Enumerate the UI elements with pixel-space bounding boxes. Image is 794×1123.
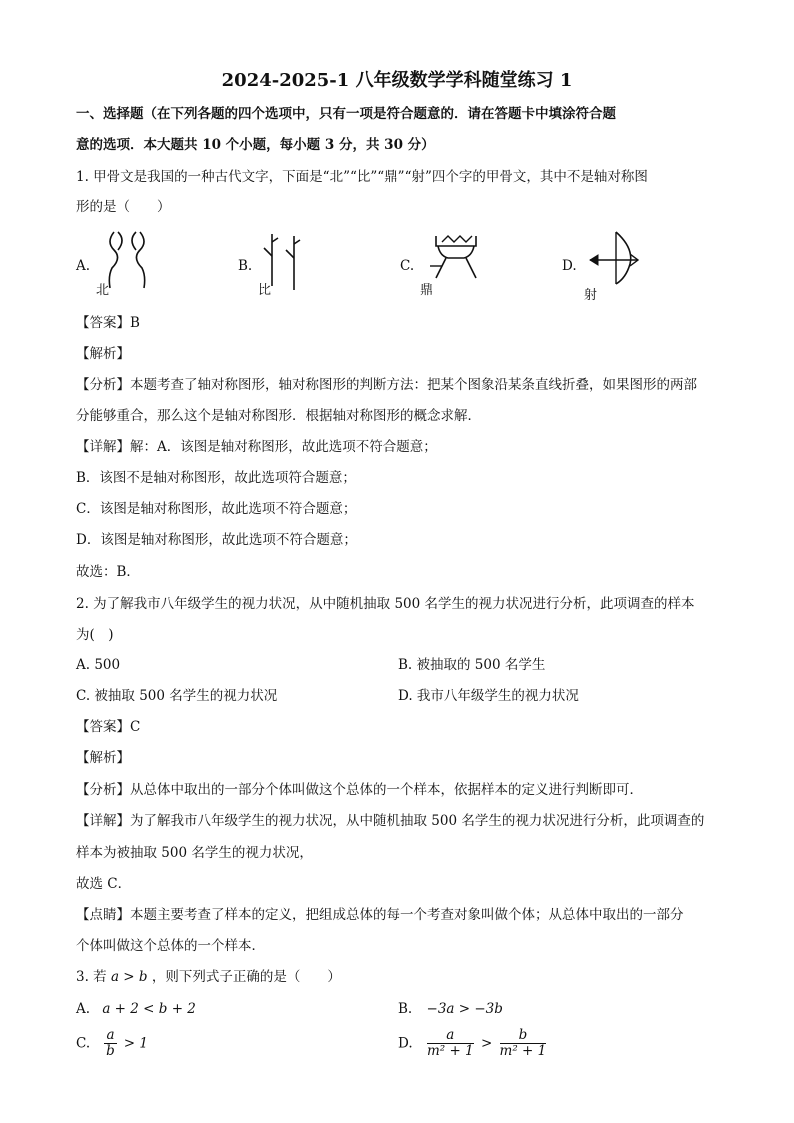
q3-option-a-expr: a + 2 < b + 2 bbox=[102, 1001, 196, 1017]
q3-stem-prefix: 3. 若 bbox=[76, 969, 107, 985]
q3-option-d-denominator-right: m² + 1 bbox=[499, 1043, 547, 1059]
q3-option-d-fraction-right bbox=[500, 1028, 547, 1059]
q1-option-b-caption: 比 bbox=[258, 283, 272, 298]
q1-stem-line-1: 1. 甲骨文是我国的一种古代文字，下面是“北”“比”“鼎”“射”四个字的甲骨文，其中不是轴对称图 bbox=[76, 169, 648, 185]
q3-option-a bbox=[76, 999, 196, 1019]
q3-option-a-label: A. bbox=[76, 1001, 91, 1017]
q2-comment-line-2: 个体叫做这个总体的一个样本． bbox=[76, 938, 265, 954]
q3-option-d-numerator-left: a bbox=[427, 1028, 474, 1044]
q3-option-c bbox=[76, 1028, 148, 1059]
q3-stem-suffix: ，则下列式子正确的是（ ） bbox=[151, 969, 341, 985]
q3-option-c-rest: > 1 bbox=[123, 1035, 148, 1052]
q2-detail-line-1: 【详解】为了解我市八年级学生的视力状况，从中随机抽取 500 名学生的视力状况进行分析，此项调查的 bbox=[76, 813, 705, 829]
q1-option-b-label: B. bbox=[238, 258, 253, 274]
q3-option-b-expr: −3a > −3b bbox=[426, 1001, 503, 1017]
oracle-ding-icon bbox=[428, 232, 484, 288]
q1-detail-a: 【详解】解：A．该图是轴对称图形，故此选项不符合题意； bbox=[76, 439, 437, 455]
q3-option-c-fraction bbox=[104, 1028, 116, 1059]
section-heading-line-1: 一、选择题（在下列各题的四个选项中，只有一项是符合题意的．请在答题卡中填涂符合题 bbox=[76, 106, 616, 122]
page-title: 2024-2025-1 八年级数学学科随堂练习 1 bbox=[221, 70, 573, 91]
q3-option-d-denominator-left: m² + 1 bbox=[426, 1043, 474, 1059]
q2-stem-line-2: 为( ) bbox=[76, 627, 114, 643]
q1-detail-d: D．该图是轴对称图形，故此选项不符合题意； bbox=[76, 532, 357, 548]
q1-option-c-label: C. bbox=[400, 258, 415, 274]
q3-option-b-label: B. bbox=[398, 1001, 413, 1017]
q3-option-c-label: C. bbox=[76, 1035, 91, 1052]
q3-option-d-numerator-right: b bbox=[500, 1028, 547, 1044]
q1-conclusion: 故选：B． bbox=[76, 564, 140, 580]
q3-option-d bbox=[398, 1028, 549, 1059]
q3-option-c-numerator: a bbox=[106, 1027, 115, 1043]
q3-option-b bbox=[398, 999, 503, 1019]
q2-option-d: D. 我市八年级学生的视力状况 bbox=[398, 688, 579, 704]
q1-option-c-caption: 鼎 bbox=[420, 283, 434, 298]
q1-detail-b: B．该图不是轴对称图形，故此选项符合题意； bbox=[76, 470, 356, 486]
q3-option-d-fraction-left bbox=[427, 1028, 474, 1059]
q2-comment-line-1: 【点睛】本题主要考查了样本的定义，把组成总体的每一个考查对象叫做个体；从总体中取出的一部分 bbox=[76, 907, 684, 923]
q1-answer: 【答案】B bbox=[76, 315, 140, 331]
q3-option-c-denominator: b bbox=[106, 1043, 115, 1059]
q2-answer: 【答案】C bbox=[76, 719, 141, 735]
q2-jiexi-heading: 【解析】 bbox=[76, 750, 130, 766]
q3-option-d-operator: > bbox=[480, 1035, 493, 1052]
q2-analysis: 【分析】从总体中取出的一部分个体叫做这个总体的一个样本，依据样本的定义进行判断即可． bbox=[76, 782, 643, 798]
q1-option-a-caption: 北 bbox=[96, 283, 110, 298]
q2-option-b: B. 被抽取的 500 名学生 bbox=[398, 657, 546, 673]
q1-option-a-label: A. bbox=[76, 258, 91, 274]
oracle-she-icon bbox=[586, 228, 642, 288]
q1-stem-line-2: 形的是（ ） bbox=[76, 199, 171, 215]
q2-option-c: C. 被抽取 500 名学生的视力状况 bbox=[76, 688, 278, 704]
q3-stem-condition: a > b bbox=[110, 969, 148, 985]
q1-detail-c: C．该图是轴对称图形，故此选项不符合题意； bbox=[76, 501, 357, 517]
q2-detail-line-2: 样本为被抽取 500 名学生的视力状况， bbox=[76, 845, 313, 861]
section-heading-line-2: 意的选项．本大题共 10 个小题，每小题 3 分，共 30 分） bbox=[76, 137, 435, 153]
q1-option-d-label: D. bbox=[562, 258, 577, 274]
q2-option-a: A. 500 bbox=[76, 657, 121, 673]
q1-option-d-caption: 射 bbox=[584, 288, 598, 303]
q3-stem bbox=[76, 967, 341, 987]
q2-stem-line-1: 2. 为了解我市八年级学生的视力状况，从中随机抽取 500 名学生的视力状况进行分析，此项调查的样本 bbox=[76, 596, 695, 612]
q2-conclusion: 故选 C． bbox=[76, 876, 132, 892]
q1-jiexi-heading: 【解析】 bbox=[76, 346, 130, 362]
q1-analysis-line-2: 分能够重合，那么这个是轴对称图形．根据轴对称图形的概念求解． bbox=[76, 408, 481, 424]
q1-analysis-line-1: 【分析】本题考查了轴对称图形，轴对称图形的判断方法：把某个图象沿某条直线折叠，如果图形的两部 bbox=[76, 377, 697, 393]
q3-option-d-label: D. bbox=[398, 1035, 413, 1052]
